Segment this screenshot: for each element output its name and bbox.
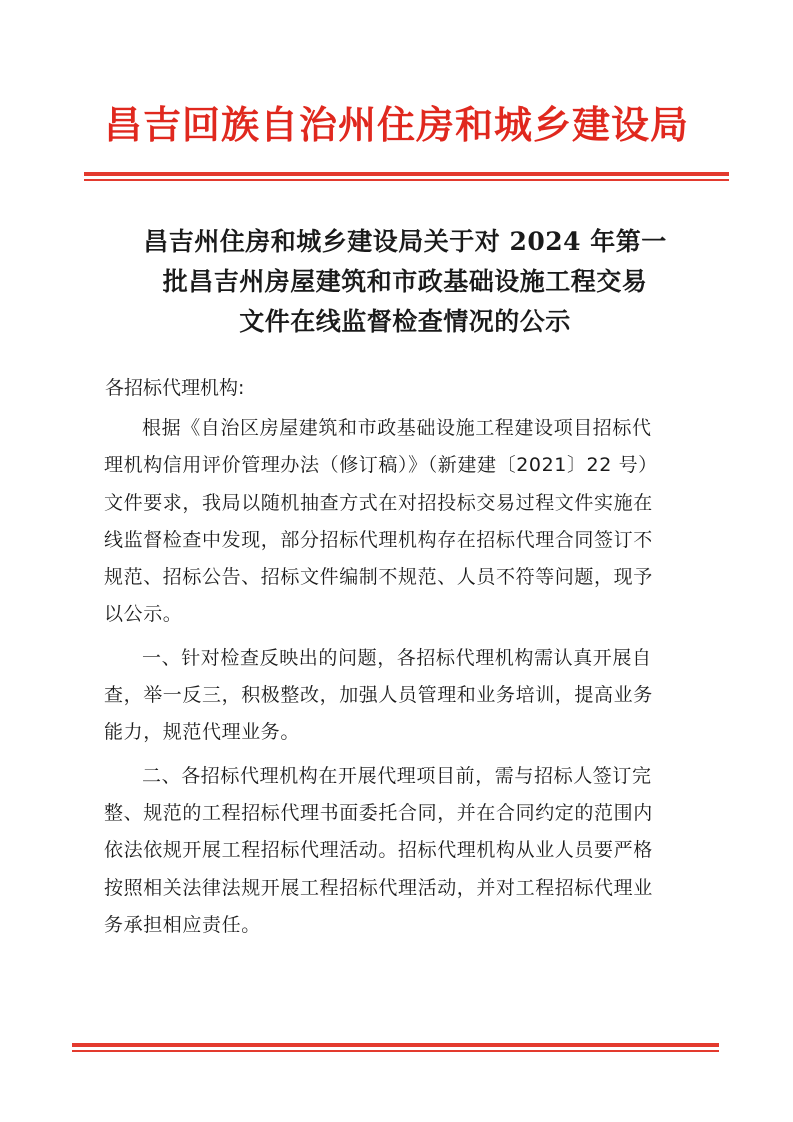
- paragraph: [104, 640, 700, 752]
- paragraph-line: 理机构信用评价管理办法（修订稿）》（新建建〔2021〕22 号）: [104, 454, 658, 477]
- title-line: 文件在线监督检查情况的公示: [239, 307, 571, 336]
- title-line: 批昌吉州房屋建筑和市政基础设施工程交易: [162, 267, 648, 296]
- paragraph-line: 依法依规开展工程招标代理活动。招标代理机构从业人员要严格: [104, 839, 653, 862]
- paragraph-line: 整、规范的工程招标代理书面委托合同，并在合同约定的范围内: [104, 801, 653, 824]
- paragraph-line: 线监督检查中发现，部分招标代理机构存在招标代理合同签订不: [104, 528, 653, 551]
- masthead-rule-thin: [84, 179, 729, 181]
- paragraph-line: 文件要求，我局以随机抽查方式在对招投标交易过程文件实施在: [104, 491, 653, 514]
- footer-rule-thin: [72, 1050, 719, 1052]
- paragraph-line: 查，举一反三，积极整改，加强人员管理和业务培训，提高业务: [104, 684, 653, 707]
- paragraph-line: 能力，规范代理业务。: [104, 721, 301, 744]
- footer-rule-thick: [72, 1043, 719, 1047]
- issuer-masthead: 昌吉回族自治州住房和城乡建设局: [103, 103, 689, 147]
- paragraph-line: 一、针对检查反映出的问题，各招标代理机构需认真开展自: [142, 646, 652, 669]
- masthead-rule-thick: [84, 172, 729, 176]
- paragraph-line: 务承担相应责任。: [104, 913, 261, 936]
- paragraph: [104, 758, 700, 944]
- paragraph-line: 规范、招标公告、招标文件编制不规范、人员不符等问题，现予: [104, 566, 653, 589]
- paragraph-line: 以公示。: [104, 603, 183, 626]
- document-body: [104, 410, 700, 944]
- paragraph-line: 二、各招标代理机构在开展代理项目前，需与招标人签订完: [142, 764, 652, 787]
- paragraph-line: 根据《自治区房屋建筑和市政基础设施工程建设项目招标代: [142, 417, 652, 439]
- paragraph: [104, 410, 700, 634]
- paragraph-line: 按照相关法律法规开展工程招标代理活动，并对工程招标代理业: [104, 876, 653, 899]
- addressee: 各招标代理机构:: [105, 377, 245, 399]
- document-title: [100, 222, 710, 342]
- title-line: 昌吉州住房和城乡建设局关于对 2024 年第一: [143, 227, 667, 256]
